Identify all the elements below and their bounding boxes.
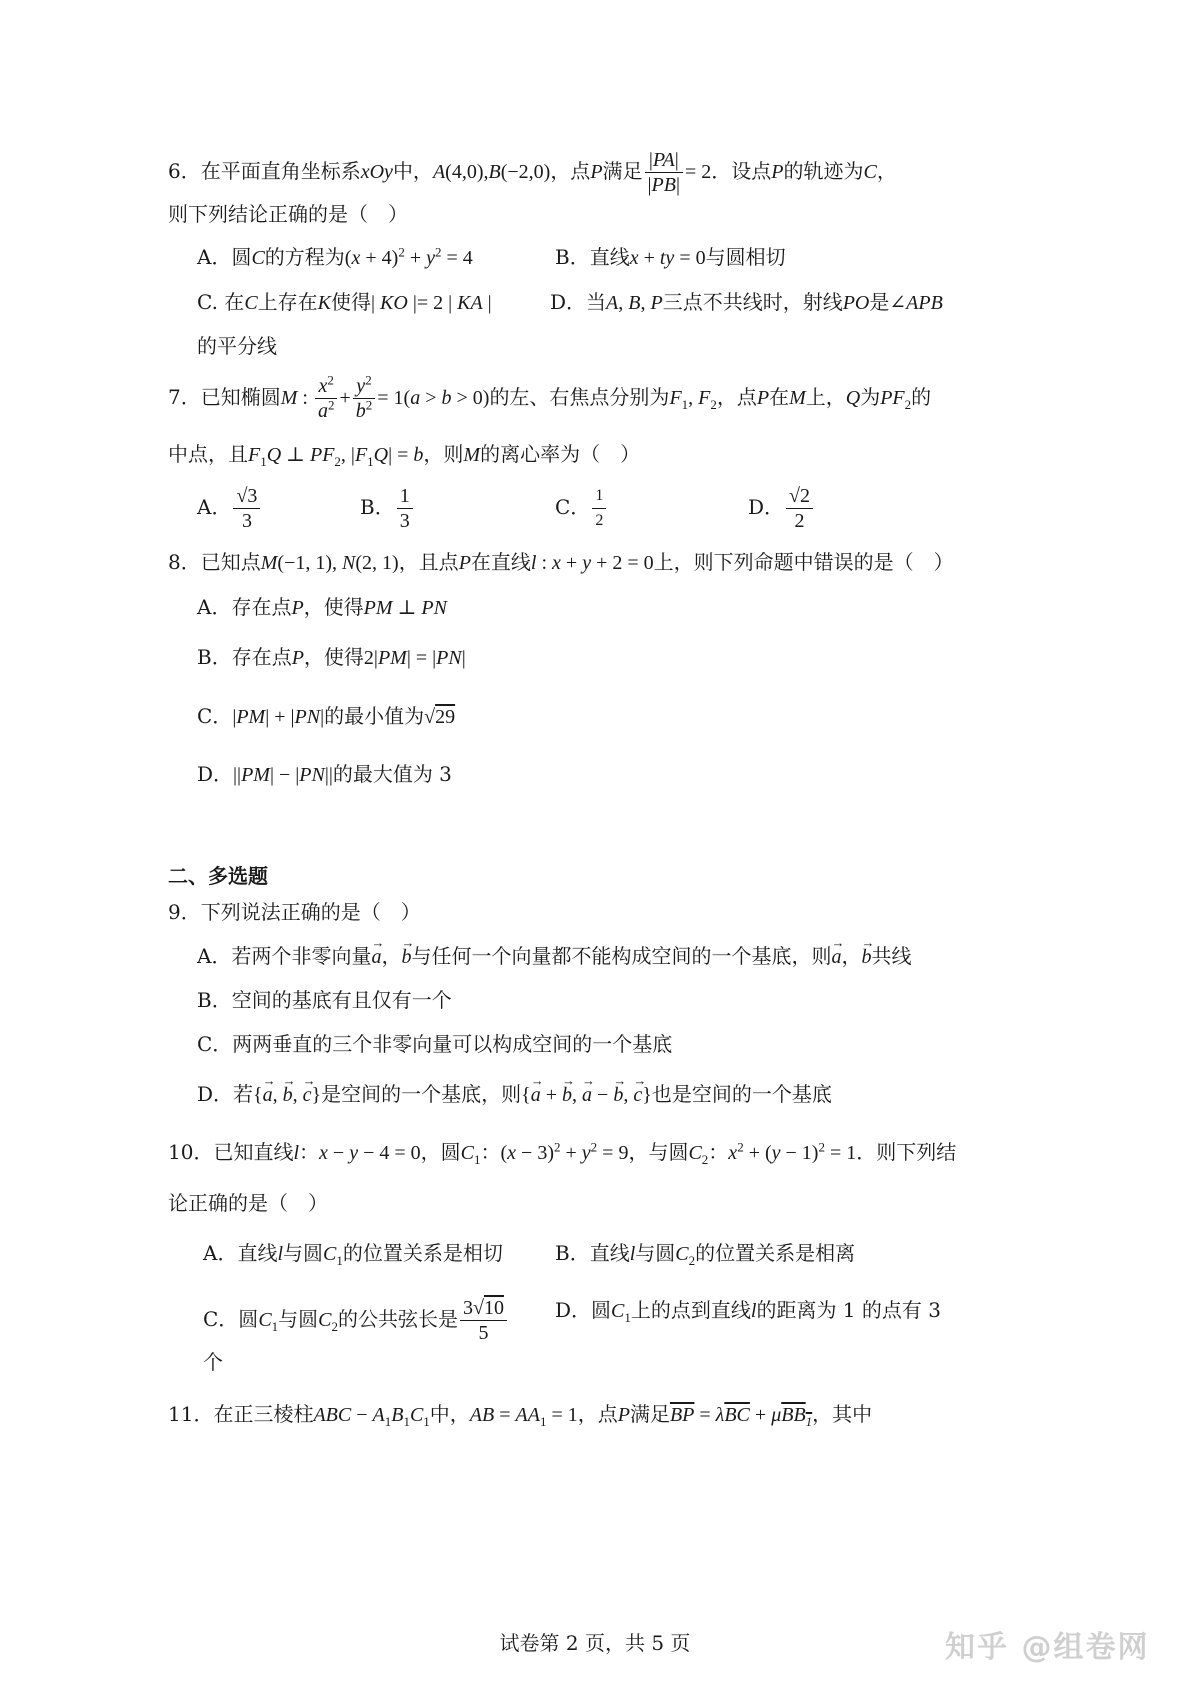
q6-stem-line2: 则下列结论正确的是（ ） — [168, 202, 408, 226]
q8-option-a: A．存在点P，使得PM ⊥ PN — [197, 595, 447, 619]
q7-option-a: A． $\frac{√3}{3}$ — [197, 484, 262, 533]
q10-option-a: A．直线l与圆$C_1$的位置关系是相切 — [203, 1241, 503, 1268]
q7-stem-line2: 中点，且$F_1Q$ ⊥ $PF_2$, $|F_1Q| = b$，则M的离心率为（ ） — [168, 442, 641, 469]
q10-option-b: B．直线l与圆$C_2$的位置关系是相离 — [555, 1241, 856, 1268]
q7-option-c: C． $\frac{1}{2}$ — [555, 484, 608, 533]
q9-option-d: D．若{→ a, → b, → c}是空间的一个基底，则{→ a + → b, → a − → b, → c}也是空间的一个基底 — [197, 1080, 832, 1109]
q6-option-c: C. 在C上存在K使得| KO |= 2 | KA | — [197, 290, 492, 314]
watermark: 知乎 @组卷网 — [945, 1630, 1150, 1665]
q7-option-b: B． $\frac{1}{3}$ — [360, 484, 415, 533]
q10-option-d: D．圆$C_1$上的点到直线l的距离为 1 的点有 3 — [555, 1298, 941, 1325]
q10-option-c: C．圆$C_1$与圆$C_2$的公共弦长是 $\frac{3√10}{5}$ — [203, 1296, 509, 1345]
q6-option-b: B．直线x + ty = 0与圆相切 — [555, 245, 786, 269]
q6-stem-line1: 6．在平面直角坐标系xOy中，A(4,0),B(−2,0)，点P满足 $\frac{|PA|}{|PB|}$ = 2．设点P的轨迹为C， — [168, 149, 897, 196]
q7-stem-line1: 7．已知椭圆M : $\frac{x^2}{a^2}$ + $\frac{y^2}{b^2}$ = 1(a > b > 0)的左、右焦点分别为$F_1$, $F_2$，点P在M上，Q为$PF_2$的 — [168, 372, 932, 422]
page-footer: 试卷第 2 页，共 5 页 — [499, 1631, 691, 1655]
q8-option-c: C．|PM| + |PN|的最小值为√29 — [197, 704, 456, 728]
q8-option-b: B．存在点P，使得2|PM| = |PN| — [197, 645, 466, 669]
q10-option-d-cont: 个 — [203, 1350, 223, 1374]
q6-option-d: D．当A, B, P三点不共线时，射线PO是∠APB — [550, 290, 943, 314]
q8-option-d: D．||PM| − |PN||的最大值为 3 — [197, 762, 452, 786]
q9-option-b: B．空间的基底有且仅有一个 — [197, 988, 452, 1012]
q8-stem: 8．已知点M(−1, 1), N(2, 1)，且点P在直线l : x + y + 2 = 0上，则下列命题中错误的是（ ） — [168, 550, 954, 574]
q10-stem-line2: 论正确的是（ ） — [168, 1191, 328, 1215]
q6-option-d-cont: 的平分线 — [197, 334, 277, 358]
q9-option-a: A．若两个非零向量→ a，→ b与任何一个向量都不能构成空间的一个基底，则→ a，→ b共线 — [197, 942, 911, 971]
q11-stem: 11．在正三棱柱ABC − $A_1B_1C_1$中，AB = $AA_1 = 1$，点P满足$\overline{BP} = \lambda\overline{BC} + \mu BB_1$，其中 — [168, 1402, 873, 1429]
q7-option-d: D． $\frac{√2}{2}$ — [748, 484, 815, 533]
q10-stem-line1: 10．已知直线l：x − y − 4 = 0，圆$C_1$：$(x - 3)^2 + y^2 = 9$，与圆$C_2$：$x^2 + (y - 1)^2 = 1$．则下列结 — [168, 1139, 957, 1167]
section-heading: 二、多选题 — [168, 864, 268, 888]
q6-option-a: A．圆C的方程为$(x + 4)^2 + y^2 = 4$ — [197, 244, 473, 269]
q9-option-c: C．两两垂直的三个非零向量可以构成空间的一个基底 — [197, 1032, 673, 1056]
q9-stem: 9．下列说法正确的是（ ） — [168, 900, 421, 924]
